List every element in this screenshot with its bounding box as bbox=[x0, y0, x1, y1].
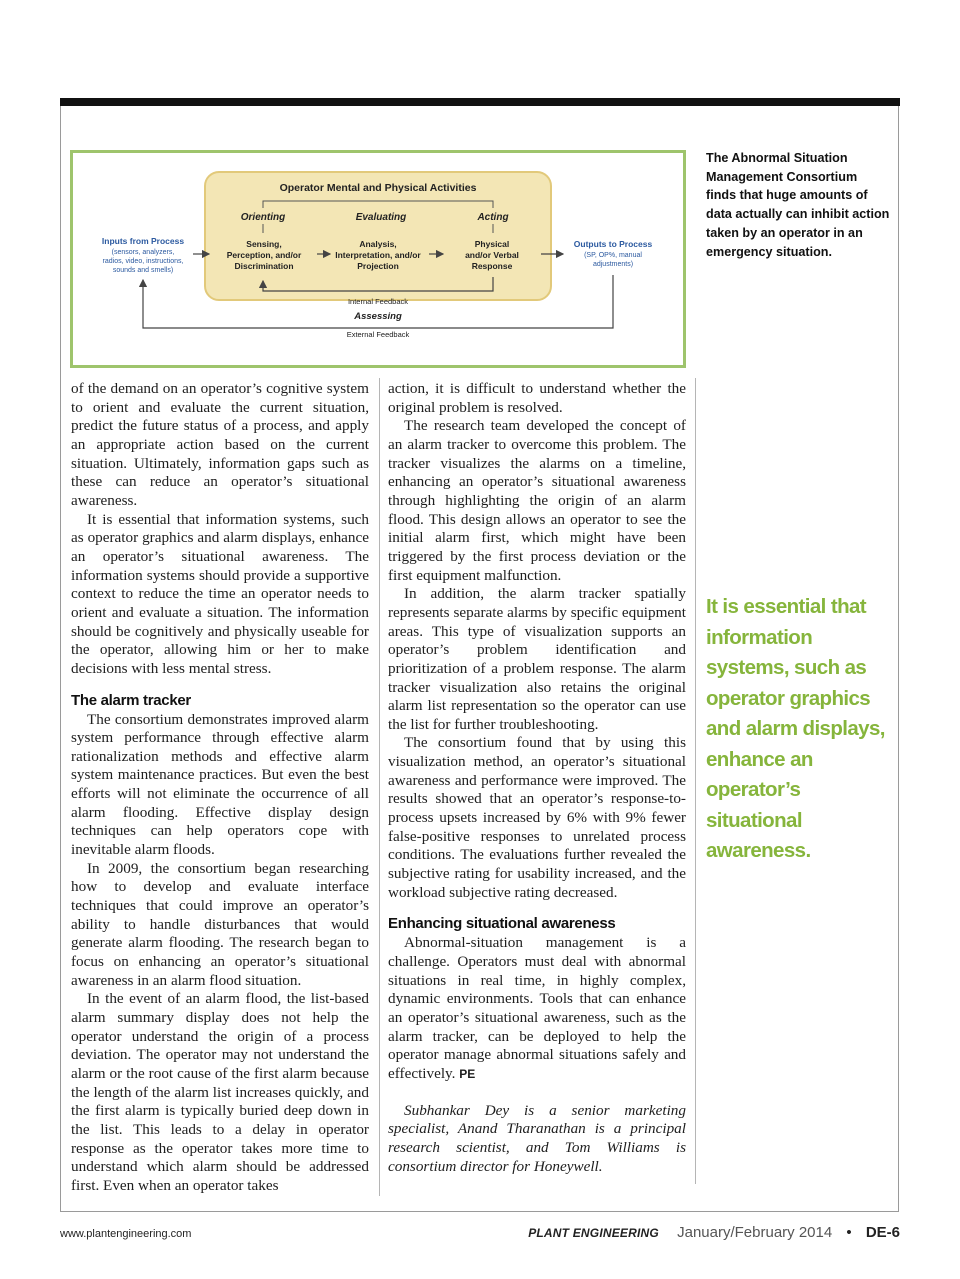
outputs-detail-1: (SP, OP%, manual bbox=[584, 252, 642, 259]
top-rule bbox=[60, 98, 900, 106]
paragraph: The consortium found that by using this visualization method, an operator’s situational awareness and performance were improved. The results showed that an operator’s response-to-process upsets increased by 6% with 9% fewer false-positive responses to unrelated process conditions. The evaluations further revealed the subjective rating for usability increased, and the workload subjective rating decreased. bbox=[388, 734, 686, 901]
paragraph: action, it is difficult to understand whether the original problem is resolved. bbox=[388, 380, 686, 416]
analysis-line-3: Projection bbox=[357, 261, 399, 271]
diagram-svg bbox=[73, 153, 683, 365]
assessing-label: Assessing bbox=[354, 311, 402, 322]
paragraph: The consortium demonstrates improved alarm system performance through effective alarm rationalization methods and effective alarm system maintenance practices. But even the best efforts will not eliminate the occurrence of all alarm flooding. Effective display design techniques can help operators cope with inevitable alarm floods. bbox=[71, 710, 369, 859]
footer-folio bbox=[528, 1224, 900, 1241]
stage-acting: Acting bbox=[477, 212, 509, 223]
inputs-title: Inputs from Process bbox=[101, 236, 185, 246]
inputs-detail-3: sounds and smells) bbox=[112, 267, 174, 274]
sensing-line-3: Discrimination bbox=[234, 261, 294, 271]
outputs-detail-2: adjustments) bbox=[592, 261, 634, 268]
physical-line-3: Response bbox=[471, 261, 513, 271]
footer-separator: • bbox=[846, 1224, 852, 1241]
paragraph: The research team developed the concept of an alarm tracker to overcome this problem. The tracker visualizes the alarms on a timeline, enhancing an operator’s situational awareness through highlighting the origin of an alarm flood. This design allows an operator to see the initial alarm first, which might have been triggered by the first process deviation or the first equipment malfunction. bbox=[388, 417, 686, 584]
figure-caption: The Abnormal Situation Management Consortium finds that huge amounts of data actually can inhibit action taken by an operator in an emergency situation. bbox=[706, 151, 890, 259]
analysis-line-2: Interpretation, and/or bbox=[335, 250, 421, 260]
paragraph: In addition, the alarm tracker spatially represents separate alarms by specific equipment areas. This type of visualization supports an operator’s problem identification and prioritization of a problem response. The alarm tracker visualization also retains the original alarm list representation so the operator can use the list for further troubleshooting. bbox=[388, 585, 686, 733]
physical-line-2: and/or Verbal bbox=[465, 250, 519, 260]
column-divider-right bbox=[695, 378, 696, 1184]
inputs-detail-2: radios, video, instructions, bbox=[102, 258, 184, 265]
inputs-detail-1: (sensors, analyzers, bbox=[111, 249, 175, 256]
pe-end-mark-icon: PE bbox=[459, 1066, 476, 1081]
paragraph: In the event of an alarm flood, the list-based alarm summary display does not help the operator understand the origin of a process deviation. The operator may not understand the alarm or the root cause of the first alarm because the length of the alarm list increases quickly, and the first alarm is typically buried deep down in the list. This leads to a delay in operator response as the operator takes more time to understand which alarm should be addressed first. Even when an operator takes bbox=[71, 990, 369, 1194]
paragraph: It is essential that information systems, such as operator graphics and alarm displays, enhance an operator’s situational awareness. The information systems should provide a supportive context to reduce the time an operator needs to orient and evaluate a situation. The information should be cognitively and physically useable for the operator, allowing him or her to make decisions with less mental stress. bbox=[71, 510, 369, 677]
section-heading-alarm-tracker: The alarm tracker bbox=[71, 691, 191, 709]
paragraph: In 2009, the consortium began researching how to develop and evaluate interface techniques that could improve an operator’s ability to handle disturbances that would generate alarm flooding. The research began to focus on enhancing an operator’s situational awareness in an alarm flood situation. bbox=[71, 859, 369, 989]
stage-evaluating: Evaluating bbox=[355, 212, 407, 223]
article-column-1 bbox=[71, 380, 369, 1196]
paragraph-final bbox=[388, 934, 686, 1083]
page-number: DE-6 bbox=[865, 1224, 900, 1241]
panel-title: Operator Mental and Physical Activities bbox=[279, 182, 477, 194]
column-divider bbox=[379, 378, 380, 1196]
pull-quote: It is essential that information systems, such as operator graphics and alarm displays, enhance an operator’s situational awareness. bbox=[706, 595, 885, 862]
outputs-title: Outputs to Process bbox=[573, 239, 653, 249]
article-column-2 bbox=[388, 380, 686, 1176]
final-text: Abnormal-situation management is a challenge. Operators must deal with abnormal situations in real time, in highly complex, dynamic environments. Tools that can enhance an operator’s situational awareness, such as the alarm tracker, can be deployed to help the operator manage abnormal situations safely and effectively. bbox=[388, 934, 686, 1082]
analysis-line-1: Analysis, bbox=[359, 239, 397, 249]
stage-orienting: Orienting bbox=[240, 212, 286, 223]
publication-name: PLANT ENGINEERING bbox=[528, 1226, 659, 1240]
operator-activities-diagram bbox=[70, 150, 686, 368]
external-feedback-label: External Feedback bbox=[346, 330, 410, 339]
issue-date: January/February 2014 bbox=[677, 1224, 833, 1241]
footer-url: www.plantengineering.com bbox=[60, 1228, 192, 1240]
sensing-line-1: Sensing, bbox=[246, 239, 282, 249]
sensing-line-2: Perception, and/or bbox=[226, 250, 302, 260]
paragraph: of the demand on an operator’s cognitive system to orient and evaluate the current situation, predict the future status of a process, and apply an appropriate action based on the current situation. Ultimately, information gaps such as these can reduce an operator’s situational awareness. bbox=[71, 380, 369, 509]
physical-line-1: Physical bbox=[474, 239, 510, 249]
section-heading-situational-awareness: Enhancing situational awareness bbox=[388, 915, 616, 933]
author-byline: Subhankar Dey is a senior marketing specialist, Anand Tharanathan is a principal research scientist, and Tom Williams is consortium director for Honeywell. bbox=[388, 1101, 686, 1175]
internal-feedback-label: Internal Feedback bbox=[347, 297, 409, 306]
